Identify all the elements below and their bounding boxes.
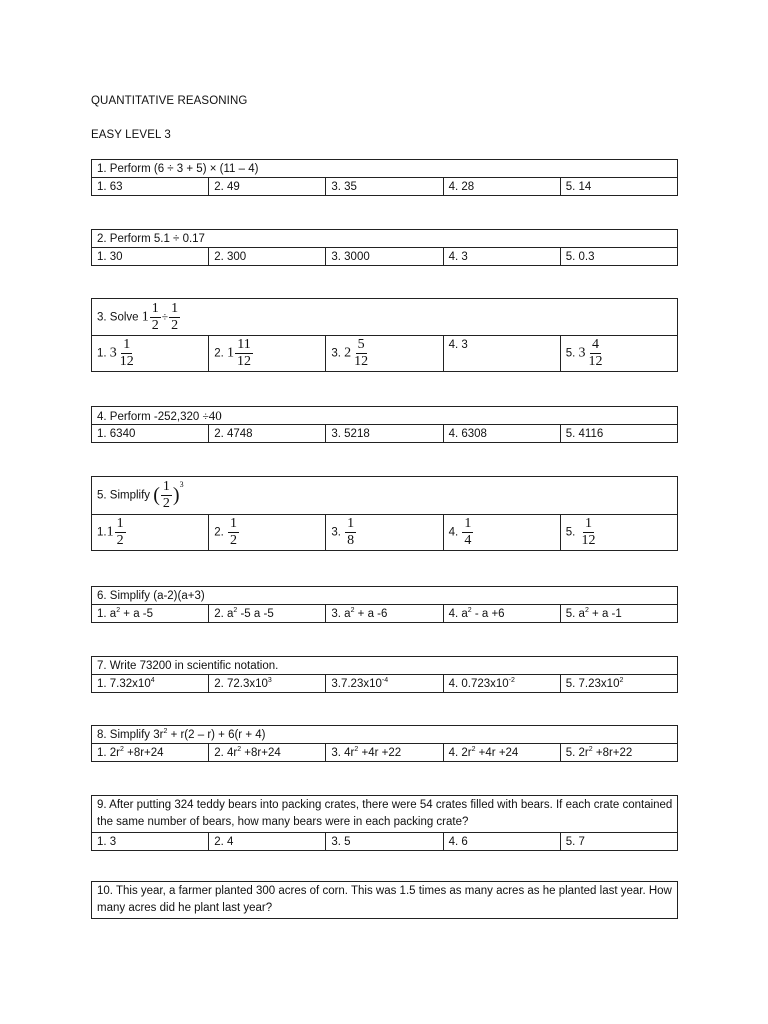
q4-option-1[interactable]: 1. 6340	[92, 425, 209, 443]
question-9-prompt: 9. After putting 324 teddy bears into packing crates, there were 54 crates filled with bears. If each crate contained the same number of bears, how many bears were in each packing crate?	[92, 796, 678, 833]
exponent: 2	[120, 746, 124, 753]
exponent: 2	[350, 607, 355, 614]
q2-option-5[interactable]: 5. 0.3	[560, 248, 677, 266]
q5-option-1[interactable]	[92, 515, 209, 551]
q4-divisor: 40	[208, 407, 222, 423]
option-text: 1. 7.32x10	[97, 678, 151, 690]
option-den: 12	[581, 533, 596, 548]
q4-option-3[interactable]: 3. 5218	[326, 425, 443, 443]
question-8	[91, 725, 678, 762]
q2-option-2[interactable]: 2. 300	[209, 248, 326, 266]
option-num: 4	[592, 337, 600, 352]
exponent: -4	[381, 677, 389, 684]
q6-option-5[interactable]	[560, 605, 677, 623]
q8-option-4[interactable]	[443, 744, 560, 762]
option-whole: 1	[226, 345, 234, 361]
option-text: 2. a	[214, 608, 234, 620]
option-fraction	[352, 338, 370, 369]
q6-option-1[interactable]	[92, 605, 209, 623]
exponent: 2	[471, 746, 476, 753]
option-text: 2. 72.3x10	[214, 678, 268, 690]
option-number: 4.	[448, 526, 462, 539]
q3-num-2: 1	[171, 300, 179, 316]
q3-option-5[interactable]	[560, 336, 677, 372]
q3-whole: 1	[141, 309, 149, 325]
exponent: 2	[467, 607, 472, 614]
option-num: 1	[229, 516, 237, 531]
q5-num: 1	[162, 479, 170, 494]
option-num: 1	[464, 516, 472, 531]
option-fraction	[462, 517, 473, 548]
option-number: 3.	[331, 526, 345, 539]
q7-option-1[interactable]	[92, 675, 209, 693]
option-text: 3.7.23x10	[331, 678, 382, 690]
prompt-text: + r(2 – r) + 6(r + 4)	[167, 729, 266, 741]
q2-option-3[interactable]: 3. 3000	[326, 248, 443, 266]
q3-fraction-2	[169, 302, 180, 333]
question-5	[91, 476, 678, 551]
option-text: 4. 0.723x10	[448, 678, 509, 690]
exponent: 2	[619, 677, 624, 684]
option-text: 1. a	[97, 608, 117, 620]
q5-prompt-text: 5. Simplify	[97, 489, 154, 502]
q8-option-2[interactable]	[209, 744, 326, 762]
question-7	[91, 656, 678, 693]
q1-option-3[interactable]: 3. 35	[326, 178, 443, 196]
q6-option-2[interactable]	[209, 605, 326, 623]
q3-option-3[interactable]	[326, 336, 443, 372]
option-text: +8r+22	[592, 747, 633, 759]
q6-option-3[interactable]	[326, 605, 443, 623]
option-den: 4	[464, 533, 472, 548]
option-text: 4. 2r	[448, 747, 472, 759]
option-fraction	[345, 517, 356, 548]
option-number: 3.	[331, 347, 345, 360]
exponent: 2	[354, 746, 359, 753]
question-1-prompt: 1. Perform (6 ÷ 3 + 5) × (11 – 4)	[92, 160, 678, 178]
option-num: 1	[585, 516, 593, 531]
divide-symbol: ÷	[161, 311, 169, 324]
exponent: 2	[588, 746, 593, 753]
option-den: 2	[229, 533, 237, 548]
option-text: +8r+24	[123, 747, 164, 759]
option-number: 1.	[97, 526, 107, 539]
question-6	[91, 586, 678, 623]
exponent: 2	[116, 607, 121, 614]
q3-den-1: 2	[151, 317, 159, 333]
q9-option-5[interactable]: 5. 7	[560, 833, 677, 851]
question-4	[91, 406, 678, 443]
option-num: 5	[357, 337, 365, 352]
option-text: 2. 4r	[214, 747, 238, 759]
option-text: 5. a	[565, 608, 585, 620]
question-3	[91, 298, 678, 372]
question-2	[91, 229, 678, 266]
page-title: QUANTITATIVE REASONING	[91, 95, 248, 107]
q3-option-1[interactable]	[92, 336, 209, 372]
question-2-prompt: 2. Perform 5.1 ÷ 0.17	[92, 230, 678, 248]
question-1	[91, 159, 678, 196]
option-text: 5. 7.23x10	[565, 678, 620, 690]
option-number: 1.	[97, 347, 110, 360]
q7-option-4[interactable]	[443, 675, 560, 693]
option-text: 5. 2r	[565, 747, 589, 759]
q2-option-4[interactable]: 4. 3	[443, 248, 560, 266]
option-whole: 3	[578, 345, 586, 361]
option-fraction	[587, 338, 605, 369]
q5-exponent: 3	[179, 479, 184, 489]
question-8-prompt	[92, 726, 678, 744]
question-10-prompt: 10. This year, a farmer planted 300 acres of corn. This was 1.5 times as many acres as he planted last year. How many acres did he plant last year?	[92, 882, 678, 919]
q7-option-2[interactable]	[209, 675, 326, 693]
left-paren: (	[153, 484, 160, 506]
divide-symbol: ÷	[202, 410, 209, 423]
q8-option-3[interactable]	[326, 744, 443, 762]
q4-option-2[interactable]: 2. 4748	[209, 425, 326, 443]
q1-option-1[interactable]: 1. 63	[92, 178, 209, 196]
option-fraction	[235, 338, 253, 369]
question-4-prompt	[92, 407, 678, 425]
q9-option-2[interactable]: 2. 4	[209, 833, 326, 851]
q3-prompt-text: 3. Solve	[97, 311, 142, 324]
q3-num-1: 1	[151, 300, 159, 316]
exponent: 4	[150, 677, 155, 684]
q9-option-4[interactable]: 4. 6	[443, 833, 560, 851]
option-number: 5.	[565, 347, 579, 360]
right-paren: )	[172, 484, 180, 506]
option-whole: 3	[109, 345, 117, 361]
exponent: -2	[508, 677, 515, 684]
option-number: 2.	[214, 526, 227, 539]
q5-option-3[interactable]	[326, 515, 443, 551]
option-den: 12	[236, 354, 251, 369]
q8-option-1[interactable]	[92, 744, 209, 762]
q3-den-2: 2	[171, 317, 179, 333]
q7-option-3[interactable]	[326, 675, 443, 693]
option-den: 12	[588, 354, 603, 369]
q6-option-4[interactable]	[443, 605, 560, 623]
q5-option-4[interactable]	[443, 515, 560, 551]
option-text: + a -5	[120, 608, 154, 620]
option-text: + a -6	[354, 608, 388, 620]
option-num: 1	[347, 516, 355, 531]
option-fraction	[118, 338, 136, 369]
option-text: 3. 4r	[331, 747, 355, 759]
q5-option-2[interactable]	[209, 515, 326, 551]
option-text: +8r+24	[241, 747, 281, 759]
level-label: EASY LEVEL 3	[91, 129, 171, 141]
q4-prompt-text: 4. Perform -252,320	[97, 410, 203, 423]
q3-option-2[interactable]	[209, 336, 326, 372]
option-fraction	[580, 517, 598, 548]
exponent: 2	[233, 607, 238, 614]
exponent: 3	[267, 677, 272, 684]
q4-option-4[interactable]: 4. 6308	[443, 425, 560, 443]
option-fraction	[115, 517, 126, 548]
option-text: 4. a	[448, 608, 468, 620]
option-text: - a +6	[471, 608, 505, 620]
q9-option-1[interactable]: 1. 3	[92, 833, 209, 851]
question-9	[91, 795, 678, 851]
q3-option-4[interactable]: 4. 3	[443, 336, 560, 372]
q7-option-5[interactable]	[560, 675, 677, 693]
exponent: 2	[163, 728, 168, 735]
question-5-prompt	[92, 477, 678, 515]
q3-fraction-1	[150, 302, 161, 333]
question-6-prompt: 6. Simplify (a-2)(a+3)	[92, 587, 678, 605]
q1-option-2[interactable]: 2. 49	[209, 178, 326, 196]
option-text: -5 a -5	[237, 608, 274, 620]
q5-fraction	[161, 480, 172, 511]
option-fraction	[228, 517, 239, 548]
prompt-text: 8. Simplify 3r	[97, 729, 164, 741]
q1-option-4[interactable]: 4. 28	[443, 178, 560, 196]
option-text: +4r +24	[475, 747, 519, 759]
option-text: + a -1	[588, 608, 622, 620]
option-number: 5.	[565, 526, 579, 539]
option-number: 2.	[214, 347, 227, 360]
option-num: 1	[116, 516, 124, 531]
question-10	[91, 881, 678, 919]
option-whole: 1	[106, 524, 114, 540]
q2-option-1[interactable]: 1. 30	[92, 248, 209, 266]
option-whole: 2	[344, 345, 352, 361]
option-num: 11	[237, 337, 251, 352]
question-7-prompt: 7. Write 73200 in scientific notation.	[92, 657, 678, 675]
exponent: 2	[584, 607, 589, 614]
option-text: 3. a	[331, 608, 351, 620]
option-den: 2	[116, 533, 124, 548]
q5-option-5[interactable]	[560, 515, 677, 551]
q9-option-3[interactable]: 3. 5	[326, 833, 443, 851]
q8-option-5[interactable]	[560, 744, 677, 762]
option-den: 8	[347, 533, 355, 548]
q1-option-5[interactable]: 5. 14	[560, 178, 677, 196]
q4-option-5[interactable]: 5. 4116	[560, 425, 677, 443]
q5-den: 2	[162, 496, 170, 511]
option-den: 12	[354, 354, 369, 369]
exponent: 2	[237, 746, 242, 753]
option-num: 1	[123, 337, 131, 352]
question-3-prompt	[92, 299, 678, 336]
option-text: 1. 2r	[97, 747, 121, 759]
option-den: 12	[119, 354, 134, 369]
option-text: +4r +22	[358, 747, 402, 759]
